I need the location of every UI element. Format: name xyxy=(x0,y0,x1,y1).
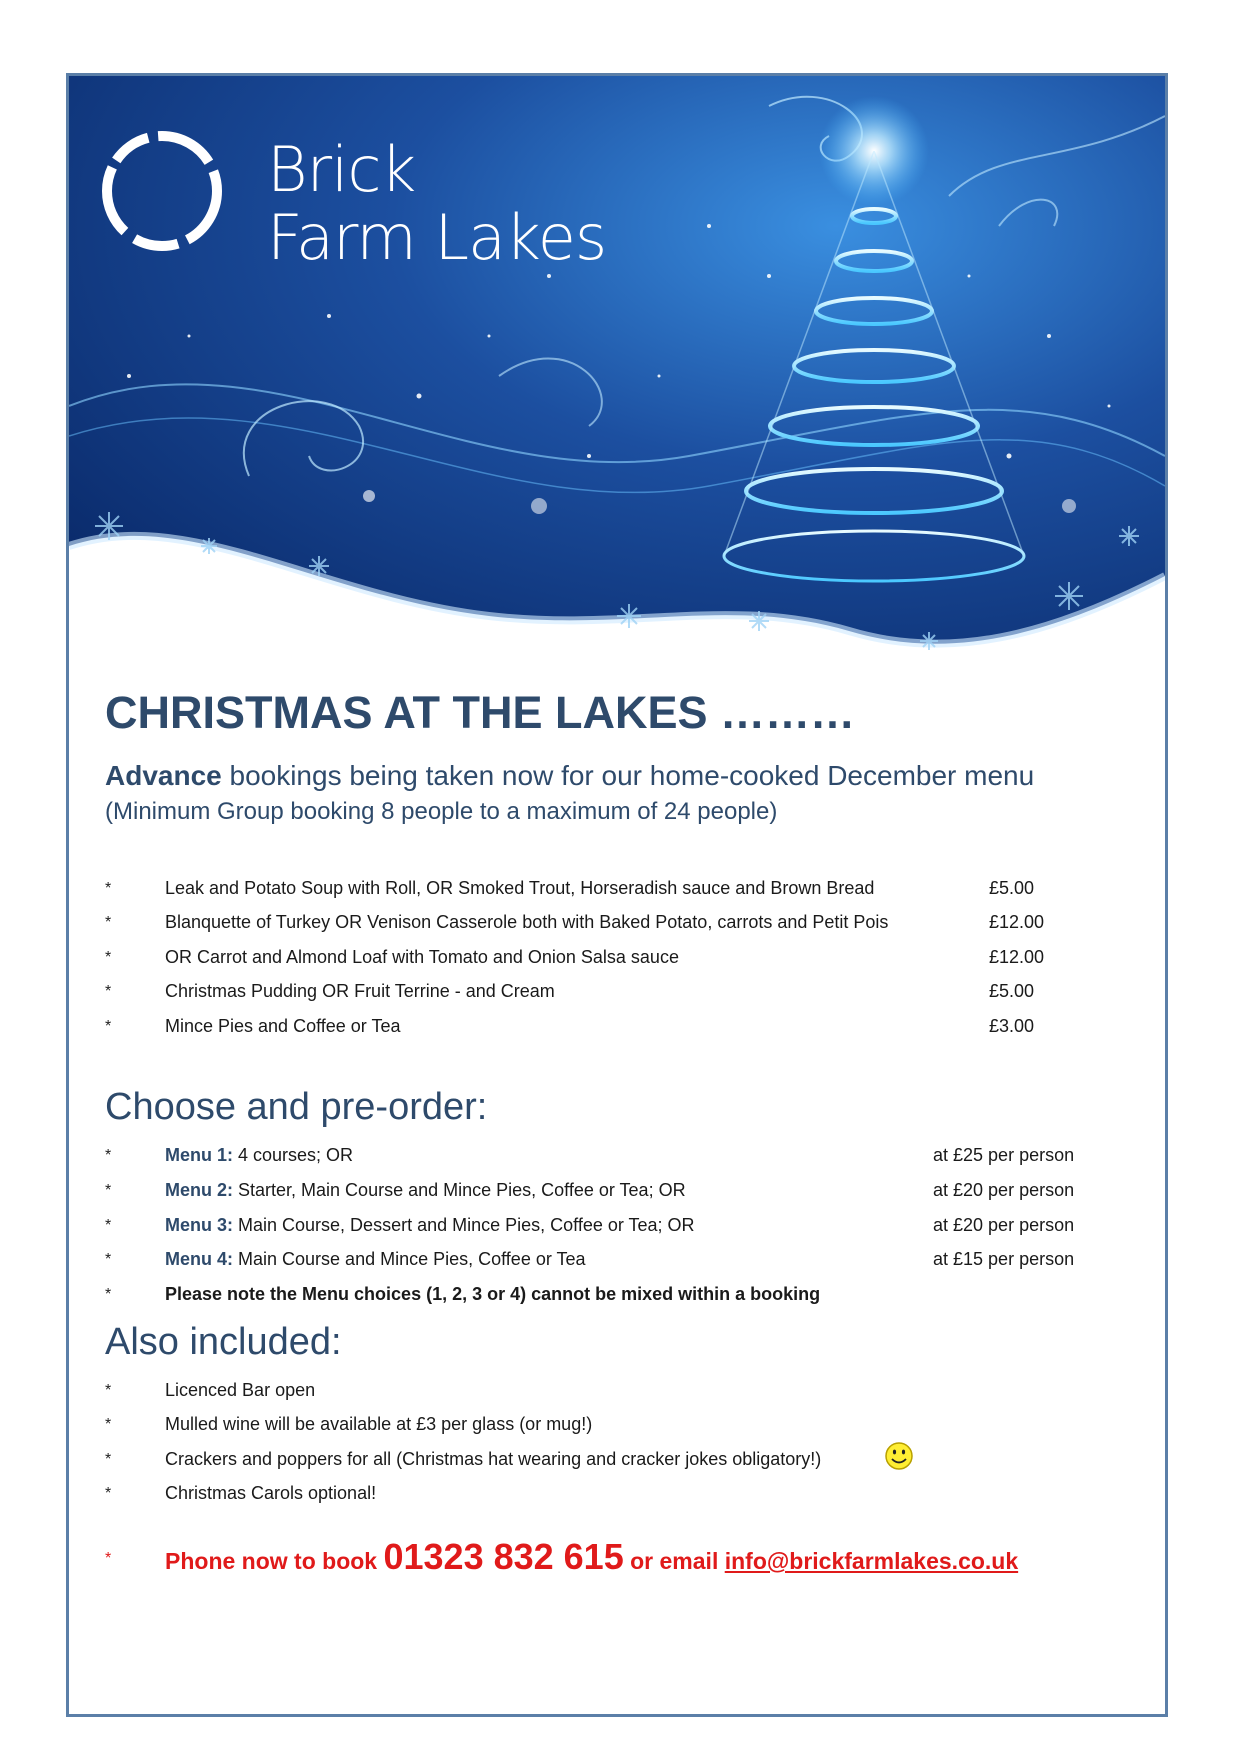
flyer-frame xyxy=(66,73,1168,1717)
menu-item-price: £5.00 xyxy=(989,981,1035,1001)
menu-option-price: at £20 per person xyxy=(933,1180,1075,1200)
bullet: * xyxy=(105,914,112,931)
bullet: * xyxy=(105,949,112,966)
menu-item xyxy=(69,912,1165,942)
bullet: * xyxy=(105,1182,112,1199)
bullet: * xyxy=(105,1416,112,1433)
menu-option-label: Menu 2: xyxy=(165,1180,234,1200)
logo-line-2: Farm Lakes xyxy=(267,201,607,274)
menu-item-text: Leak and Potato Soup with Roll, OR Smoked Trout, Horseradish sauce and Brown Bread xyxy=(165,878,875,898)
menu-item xyxy=(69,981,1165,1011)
extra-item-text: Licenced Bar open xyxy=(165,1380,316,1400)
menu-item-price: £3.00 xyxy=(989,1016,1035,1036)
booking-contact xyxy=(69,1536,1165,1582)
bullet: * xyxy=(105,1550,112,1567)
smiley-face-icon xyxy=(884,1441,914,1476)
menu-note-text: Please note the Menu choices (1, 2, 3 or 4) cannot be mixed within a booking xyxy=(165,1284,821,1304)
bullet: * xyxy=(105,1251,112,1268)
extra-item xyxy=(69,1414,1165,1444)
phone-number[interactable]: 01323 832 615 xyxy=(383,1536,624,1577)
menu-option-price: at £15 per person xyxy=(933,1249,1075,1269)
bullet: * xyxy=(105,880,112,897)
menu-item-price: £12.00 xyxy=(989,912,1045,932)
menu-option-text: Starter, Main Course and Mince Pies, Coffee or Tea; OR xyxy=(233,1180,686,1200)
intro-line xyxy=(105,760,1034,792)
intro-bold: Advance xyxy=(105,760,222,791)
menu-item-text: OR Carrot and Almond Loaf with Tomato and Onion Salsa sauce xyxy=(165,947,679,967)
extra-item-text: Crackers and poppers for all (Christmas hat wearing and cracker jokes obligatory!) xyxy=(165,1449,822,1469)
menu-option xyxy=(69,1145,1165,1175)
menu-item xyxy=(69,878,1165,908)
menu-item xyxy=(69,1016,1165,1046)
menu-item-price: £12.00 xyxy=(989,947,1045,967)
bullet: * xyxy=(105,1018,112,1035)
logo-line-1: Brick xyxy=(267,133,416,206)
contact-prefix: Phone now to book xyxy=(165,1548,384,1574)
menu-item-text: Christmas Pudding OR Fruit Terrine - and Cream xyxy=(165,981,555,1001)
banner-illustration xyxy=(69,76,1165,676)
extra-item xyxy=(69,1483,1165,1513)
extra-item xyxy=(69,1380,1165,1410)
extra-item xyxy=(69,1449,1165,1479)
menu-item-text: Blanquette of Turkey OR Venison Casserole both with Baked Potato, carrots and Petit Pois xyxy=(165,912,889,932)
menu-item-price: £5.00 xyxy=(989,878,1035,898)
page-title: CHRISTMAS AT THE LAKES ……… xyxy=(105,687,855,738)
menu-option xyxy=(69,1180,1165,1210)
brand-logo-text xyxy=(267,133,607,274)
bullet: * xyxy=(105,1451,112,1468)
bullet: * xyxy=(105,1286,112,1303)
menu-option-price: at £25 per person xyxy=(933,1145,1075,1165)
bullet: * xyxy=(105,983,112,1000)
menu-item xyxy=(69,947,1165,977)
menu-mixing-note xyxy=(69,1284,1165,1314)
also-included-heading: Also included: xyxy=(105,1321,342,1363)
email-link[interactable]: info@brickfarmlakes.co.uk xyxy=(724,1548,1019,1574)
group-size-note: (Minimum Group booking 8 people to a maximum of 24 people) xyxy=(105,798,778,825)
bullet: * xyxy=(105,1147,112,1164)
christmas-banner xyxy=(69,76,1165,676)
bullet: * xyxy=(105,1382,112,1399)
menu-option xyxy=(69,1215,1165,1245)
menu-option-text: Main Course, Dessert and Mince Pies, Coffee or Tea; OR xyxy=(233,1215,695,1235)
choose-heading: Choose and pre-order: xyxy=(105,1086,488,1128)
menu-item-text: Mince Pies and Coffee or Tea xyxy=(165,1016,401,1036)
menu-option-text: Main Course and Mince Pies, Coffee or Tea xyxy=(233,1249,586,1269)
bullet: * xyxy=(105,1485,112,1502)
menu-option-label: Menu 1: xyxy=(165,1145,234,1165)
menu-option-price: at £20 per person xyxy=(933,1215,1075,1235)
intro-rest: bookings being taken now for our home-cooked December menu xyxy=(221,760,1035,791)
menu-option-label: Menu 4: xyxy=(165,1249,234,1269)
extra-item-text: Mulled wine will be available at £3 per glass (or mug!) xyxy=(165,1414,593,1434)
extra-item-text: Christmas Carols optional! xyxy=(165,1483,377,1503)
menu-option-label: Menu 3: xyxy=(165,1215,234,1235)
bullet: * xyxy=(105,1217,112,1234)
contact-middle: or email xyxy=(623,1548,725,1574)
menu-option-text: 4 courses; OR xyxy=(233,1145,354,1165)
menu-option xyxy=(69,1249,1165,1279)
